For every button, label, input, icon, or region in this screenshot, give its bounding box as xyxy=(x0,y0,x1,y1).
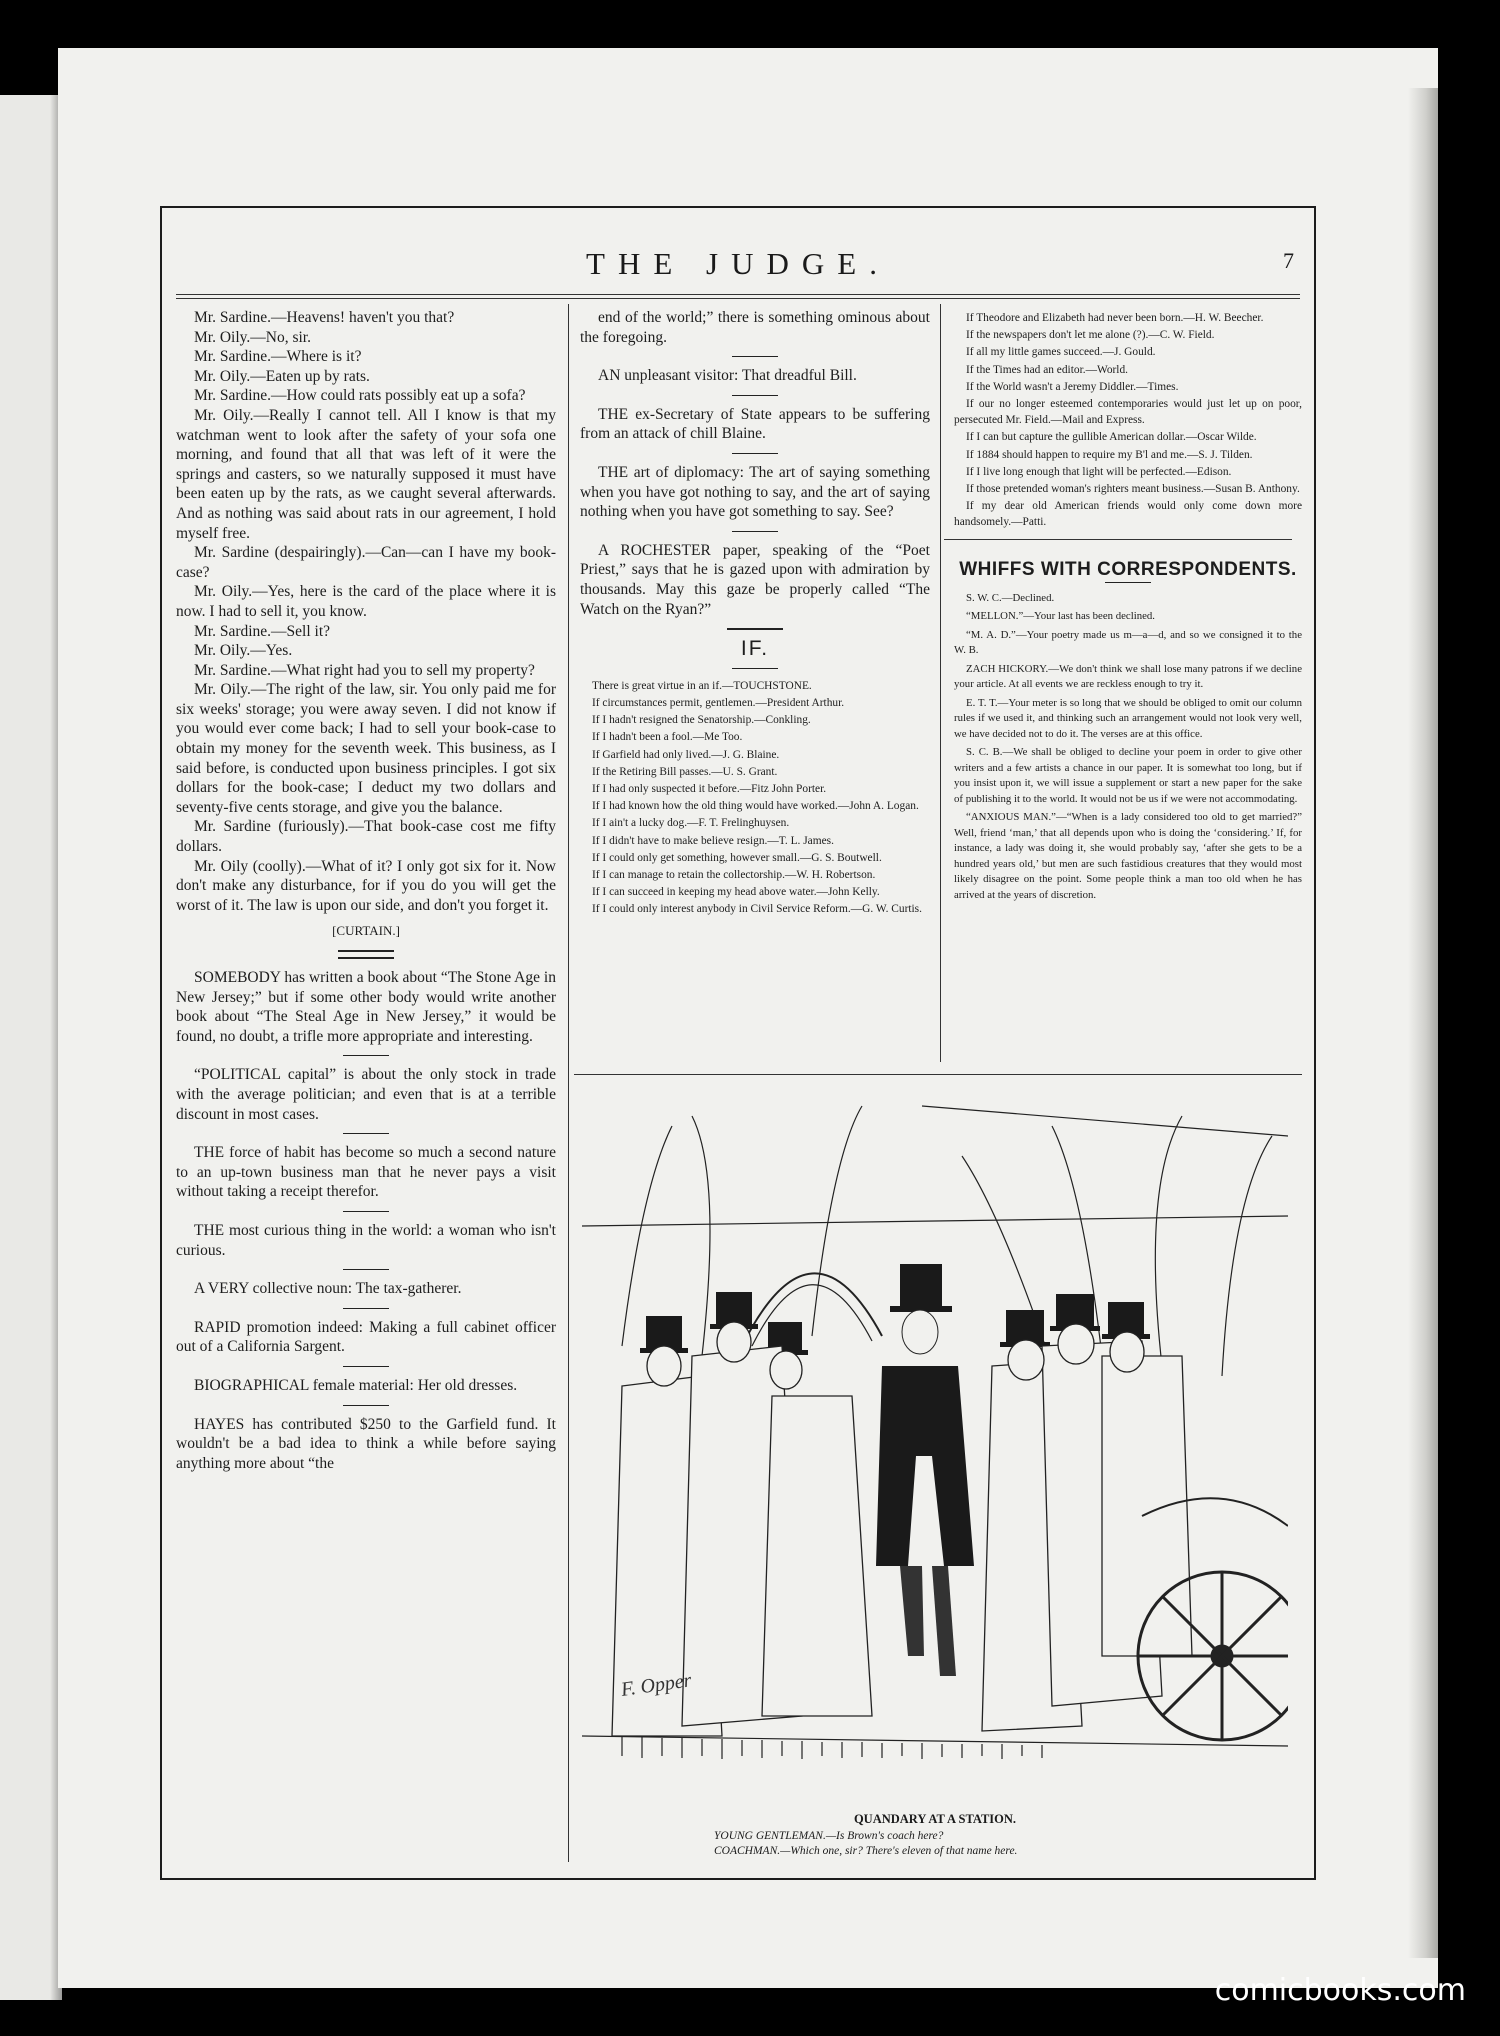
news-paragraph: THE ex-Secretary of State appears to be suffering from an attack of chill Blaine. xyxy=(580,405,930,443)
masthead-title: THE JUDGE. xyxy=(586,246,890,281)
news-paragraph: BIOGRAPHICAL female material: Her old dresses. xyxy=(194,1376,518,1394)
dialogue-line: Mr. Sardine (despairingly).—Can—can I have my book-case? xyxy=(176,544,556,581)
page-number: 7 xyxy=(1283,248,1294,273)
if-line: If our no longer esteemed contemporaries would just let up on poor, persecuted Mr. Field.—Mail and Express. xyxy=(954,398,1302,427)
artist-signature: F. Opper xyxy=(619,1669,693,1701)
dialogue-line: Mr. Oily.—Really I cannot tell. All I know is that my watchman went to look after the safety of your sofa one morning, and found that all that was left of it were the springs and casters, so we naturally supposed it must have been eaten up by the rats, as we caught several afterwards. And as nothing was said about rats in our agreement, I hold myself free. xyxy=(176,406,556,542)
cartoon-illustration xyxy=(582,1096,1288,1808)
if-line: If I had known how the old thing would have worked.—John A. Logan. xyxy=(592,800,919,813)
if-line: If I could only get something, however small.—G. S. Boutwell. xyxy=(592,851,882,864)
correspondent-reply: E. T. T.—Your meter is so long that we should be obliged to omit our column rules if we used it, and thinking such an arrangement would not look very well, we have decided not to do it. The verses are at this office. xyxy=(954,696,1302,740)
if-line: If I can succeed in keeping my head above water.—John Kelly. xyxy=(592,886,880,899)
dialogue-block xyxy=(176,308,556,915)
if-line: If I hadn't been a fool.—Me Too. xyxy=(592,731,743,744)
facing-page-edge xyxy=(0,95,62,2000)
if-line: If I live long enough that light will be perfected.—Edison. xyxy=(966,465,1232,478)
if-line: If I ain't a lucky dog.—F. T. Frelinghuysen. xyxy=(592,817,790,830)
column-2 xyxy=(580,308,930,919)
news-paragraph: A ROCHESTER paper, speaking of the “Poet Priest,” says that he is gazed upon with admiration by thousands. May this gaze be properly called “The Watch on the Ryan?” xyxy=(580,541,930,618)
if-line: If the World wasn't a Jeremy Diddler.—Times. xyxy=(966,380,1179,393)
dialogue-line: Mr. Sardine (furiously).—That book-case cost me fifty dollars. xyxy=(176,818,556,856)
if-line: If I can manage to retain the collectorship.—W. H. Robertson. xyxy=(592,868,876,881)
correspondent-reply: “M. A. D.”—Your poetry made us m—a—d, and so we consigned it to the W. B. xyxy=(954,628,1302,657)
news-paragraph: RAPID promotion indeed: Making a full cabinet officer out of a California Sargent. xyxy=(176,1318,556,1356)
news-paragraph: HAYES has contributed $250 to the Garfield fund. It wouldn't be a bad idea to think a while before saying anything more about “the xyxy=(176,1415,556,1472)
cartoon-caption-line-2: COACHMAN.—Which one, sir? There's eleven of that name here. xyxy=(714,1845,1018,1857)
news-paragraph: THE force of habit has become so much a second nature to an up-town business man that he never pays a visit without taking a receipt therefor. xyxy=(176,1144,556,1201)
news-paragraph: SOMEBODY has written a book about “The Stone Age in New Jersey;” but if some other body would write another book about “The Steal Age in New Jersey,” it would be found, no doubt, a trifle more appropriate and interesting. xyxy=(176,969,556,1045)
dialogue-line: Mr. Oily.—Yes. xyxy=(194,642,293,660)
correspondent-reply: S. C. B.—We shall be obliged to decline your poem in order to give other writers and a few artists a chance in our paper. It is somewhat too long, but if you insist upon it, we will issue a supplement or start a new paper for the sake of publishing it to the world. It would not be us if we were not accommodating. xyxy=(954,746,1302,805)
if-line: If 1884 should happen to require my B'l and me.—S. J. Tilden. xyxy=(966,448,1253,461)
dialogue-line: Mr. Sardine.—How could rats possibly eat up a sofa? xyxy=(194,387,526,405)
cartoon-caption-line-1: YOUNG GENTLEMAN.—Is Brown's coach here? xyxy=(714,1830,944,1842)
dialogue-line: Mr. Oily.—No, sir. xyxy=(194,328,311,346)
if-line: If I hadn't resigned the Senatorship.—Conkling. xyxy=(592,714,811,727)
if-line: If my dear old American friends would only come down more handsomely.—Patti. xyxy=(954,500,1302,529)
if-line: If I can but capture the gullible American dollar.—Oscar Wilde. xyxy=(966,431,1257,444)
correspondent-reply: “MELLON.”—Your last has been declined. xyxy=(966,610,1156,623)
if-line: If Garfield had only lived.—J. G. Blaine. xyxy=(592,748,780,761)
if-line: If I had only suspected it before.—Fitz John Porter. xyxy=(592,782,827,795)
news-paragraph: THE most curious thing in the world: a woman who isn't curious. xyxy=(176,1221,556,1259)
news-paragraph: THE art of diplomacy: The art of saying something when you have got nothing to say, and the art of saying nothing when you have got something to say. See? xyxy=(580,463,930,521)
paragraph-list xyxy=(176,968,556,1473)
dialogue-line: Mr. Oily.—The right of the law, sir. You only paid me for six weeks' storage; you were away seven. I did not know if you would ever come back; I had to sell your book-case to obtain my money for the seventh week. This business, as I said before, is conducted upon business principles. I got six dollars for the book-case; I deduct my two dollars and seventy-five cents storage, and give you the balance. xyxy=(176,681,556,816)
whiffs-heading: WHIFFS WITH CORRESPONDENTS. xyxy=(959,558,1297,580)
dialogue-line: Mr. Oily.—Eaten up by rats. xyxy=(194,367,370,385)
column-1 xyxy=(176,308,556,1473)
dialogue-line: Mr. Sardine.—Where is it? xyxy=(194,348,362,366)
paragraph-list xyxy=(580,308,930,619)
if-line: If circumstances permit, gentlemen.—President Arthur. xyxy=(592,696,845,709)
whiffs-list xyxy=(954,591,1302,904)
correspondent-reply: ZACH HICKORY.—We don't think we shall lose many patrons if we decline your article. At all events we are reckless enough to try it. xyxy=(954,662,1302,691)
dialogue-line: Mr. Oily (coolly).—What of it? I only got six for it. Now don't make any disturbance, for if you do you will get the worst of it. The law is upon our side, and don't you forget it. xyxy=(176,857,556,914)
dialogue-line: Mr. Oily.—Yes, here is the card of the place where it is now. I had to sell it, you know. xyxy=(176,583,556,620)
masthead xyxy=(162,208,1314,294)
news-paragraph: A VERY collective noun: The tax-gatherer. xyxy=(194,1280,462,1298)
cartoon-title: QUANDARY AT A STATION. xyxy=(853,1812,1017,1826)
if-line: If all my little games succeed.—J. Gould. xyxy=(966,346,1156,359)
if-line: If the Times had an editor.—World. xyxy=(966,363,1129,376)
if-line: If I could only interest anybody in Civil Service Reform.—G. W. Curtis. xyxy=(592,903,922,916)
correspondent-reply: S. W. C.—Declined. xyxy=(966,591,1055,604)
watermark: comicbooks.com xyxy=(1214,1973,1466,2008)
news-paragraph: “POLITICAL capital” is about the only stock in trade with the average politician; and even that is at a terrible discount in most cases. xyxy=(176,1066,556,1123)
if-list-continued xyxy=(954,310,1302,531)
if-line: If the Retiring Bill passes.—U. S. Grant. xyxy=(592,765,778,778)
column-3 xyxy=(954,310,1302,906)
correspondent-reply: “ANXIOUS MAN.”—“When is a lady considered too old to get married?” Well, friend ‘man,’ that all depends upon who is doing the ‘considering.’ If, for instance, a lady was doing it, she would probably say, ‘after she gets to be a hundred years old,’ but men are such fastidious creatures that they would most likely disagree on the point. Some people think a man too old when he has arrived at the years of discretion. xyxy=(954,811,1302,901)
if-line: If the newspapers don't let me alone (?).—C. W. Field. xyxy=(966,329,1215,342)
dialogue-line: Mr. Sardine.—Sell it? xyxy=(194,622,331,640)
if-heading: IF. xyxy=(740,637,770,661)
news-paragraph: AN unpleasant visitor: That dreadful Bill. xyxy=(598,367,857,385)
page-frame xyxy=(160,206,1316,1880)
if-line: There is great virtue in an if.—TOUCHSTONE. xyxy=(592,679,812,692)
cartoon-drawing xyxy=(582,1096,1288,1808)
news-paragraph: end of the world;” there is something ominous about the foregoing. xyxy=(580,309,930,346)
dialogue-line: Mr. Sardine.—What right had you to sell my property? xyxy=(194,661,535,679)
curtain-note: [CURTAIN.] xyxy=(332,923,400,939)
if-line: If those pretended woman's righters meant business.—Susan B. Anthony. xyxy=(966,483,1300,496)
if-line: If I didn't have to make believe resign.—T. L. James. xyxy=(592,834,834,847)
if-line: If Theodore and Elizabeth had never been born.—H. W. Beecher. xyxy=(966,312,1264,324)
if-list xyxy=(580,678,930,918)
dialogue-line: Mr. Sardine.—Heavens! haven't you that? xyxy=(194,309,455,326)
